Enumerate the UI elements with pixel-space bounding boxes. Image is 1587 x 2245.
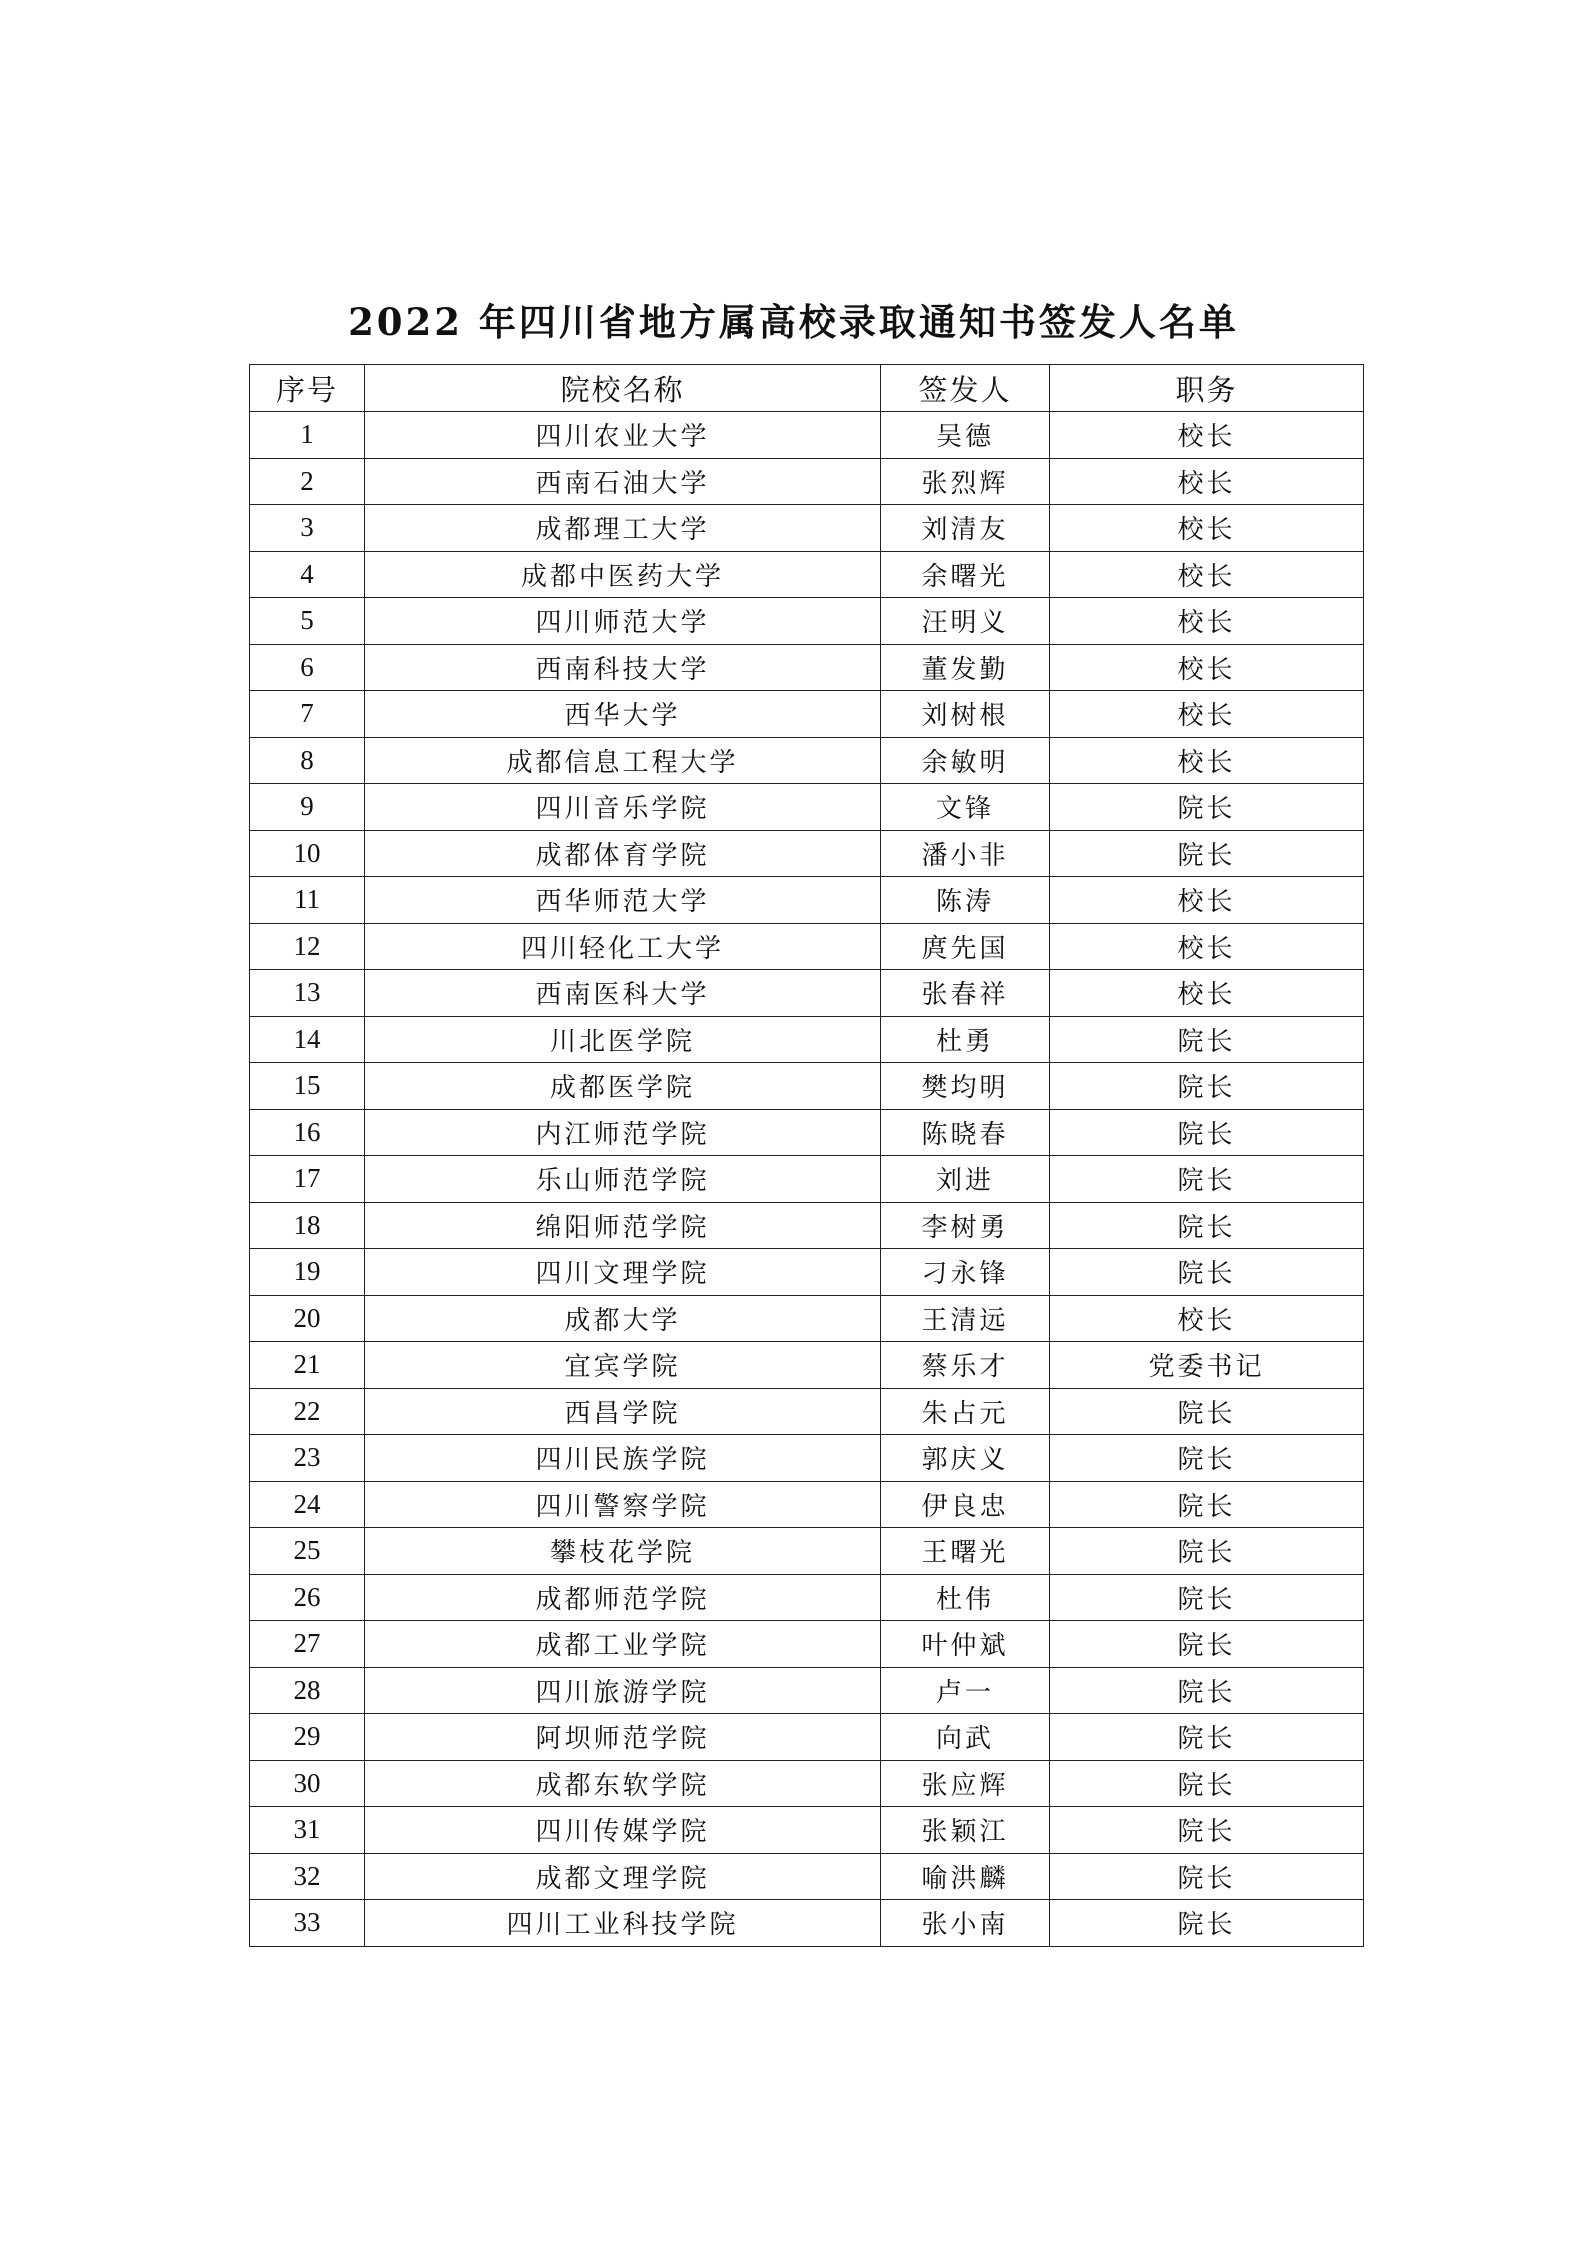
table-row bbox=[250, 1249, 1364, 1296]
cell-school: 四川旅游学院 bbox=[365, 1667, 881, 1714]
cell-position: 院长 bbox=[1050, 1202, 1364, 1249]
cell-position: 校长 bbox=[1050, 412, 1364, 459]
cell-school: 成都大学 bbox=[365, 1295, 881, 1342]
table-row bbox=[250, 505, 1364, 552]
cell-no: 26 bbox=[250, 1574, 365, 1621]
signers-table bbox=[249, 364, 1364, 1947]
table-row bbox=[250, 1295, 1364, 1342]
cell-position: 院长 bbox=[1050, 1528, 1364, 1575]
cell-no: 15 bbox=[250, 1063, 365, 1110]
cell-school: 四川警察学院 bbox=[365, 1481, 881, 1528]
cell-no: 5 bbox=[250, 598, 365, 645]
cell-school: 成都东软学院 bbox=[365, 1760, 881, 1807]
cell-position: 院长 bbox=[1050, 1249, 1364, 1296]
table-row bbox=[250, 1202, 1364, 1249]
cell-no: 32 bbox=[250, 1853, 365, 1900]
table-row bbox=[250, 737, 1364, 784]
cell-no: 14 bbox=[250, 1016, 365, 1063]
table-row bbox=[250, 1900, 1364, 1947]
cell-signer: 董发勤 bbox=[881, 644, 1050, 691]
table-row bbox=[250, 1621, 1364, 1668]
cell-signer: 樊均明 bbox=[881, 1063, 1050, 1110]
cell-no: 21 bbox=[250, 1342, 365, 1389]
table-row bbox=[250, 1667, 1364, 1714]
cell-school: 西南石油大学 bbox=[365, 458, 881, 505]
cell-position: 院长 bbox=[1050, 1667, 1364, 1714]
cell-position: 校长 bbox=[1050, 551, 1364, 598]
cell-position: 院长 bbox=[1050, 1016, 1364, 1063]
cell-signer: 张小南 bbox=[881, 1900, 1050, 1947]
cell-school: 成都中医药大学 bbox=[365, 551, 881, 598]
table-body bbox=[250, 412, 1364, 1947]
cell-school: 西华师范大学 bbox=[365, 877, 881, 924]
cell-school: 宜宾学院 bbox=[365, 1342, 881, 1389]
cell-no: 9 bbox=[250, 784, 365, 831]
cell-no: 20 bbox=[250, 1295, 365, 1342]
cell-position: 院长 bbox=[1050, 784, 1364, 831]
cell-school: 攀枝花学院 bbox=[365, 1528, 881, 1575]
cell-no: 17 bbox=[250, 1156, 365, 1203]
cell-signer: 朱占元 bbox=[881, 1388, 1050, 1435]
table-row bbox=[250, 1342, 1364, 1389]
cell-no: 7 bbox=[250, 691, 365, 738]
cell-school: 四川传媒学院 bbox=[365, 1807, 881, 1854]
cell-position: 院长 bbox=[1050, 1900, 1364, 1947]
cell-position: 院长 bbox=[1050, 1760, 1364, 1807]
cell-signer: 汪明义 bbox=[881, 598, 1050, 645]
cell-school: 四川民族学院 bbox=[365, 1435, 881, 1482]
cell-signer: 杜勇 bbox=[881, 1016, 1050, 1063]
cell-signer: 郭庆义 bbox=[881, 1435, 1050, 1482]
cell-no: 23 bbox=[250, 1435, 365, 1482]
cell-position: 校长 bbox=[1050, 505, 1364, 552]
cell-signer: 李树勇 bbox=[881, 1202, 1050, 1249]
table-row bbox=[250, 1574, 1364, 1621]
cell-no: 2 bbox=[250, 458, 365, 505]
cell-school: 成都师范学院 bbox=[365, 1574, 881, 1621]
cell-school: 四川工业科技学院 bbox=[365, 1900, 881, 1947]
table-row bbox=[250, 1388, 1364, 1435]
cell-position: 校长 bbox=[1050, 458, 1364, 505]
cell-signer: 刘进 bbox=[881, 1156, 1050, 1203]
cell-signer: 文锋 bbox=[881, 784, 1050, 831]
cell-signer: 叶仲斌 bbox=[881, 1621, 1050, 1668]
cell-no: 24 bbox=[250, 1481, 365, 1528]
table-row bbox=[250, 1109, 1364, 1156]
cell-position: 院长 bbox=[1050, 1807, 1364, 1854]
cell-position: 院长 bbox=[1050, 1109, 1364, 1156]
page-title: 2022 年四川省地方属高校录取通知书签发人名单 bbox=[348, 300, 1239, 344]
cell-signer: 吴德 bbox=[881, 412, 1050, 459]
cell-position: 校长 bbox=[1050, 970, 1364, 1017]
cell-no: 16 bbox=[250, 1109, 365, 1156]
cell-school: 西昌学院 bbox=[365, 1388, 881, 1435]
table-row bbox=[250, 1435, 1364, 1482]
table-row bbox=[250, 1714, 1364, 1761]
cell-position: 党委书记 bbox=[1050, 1342, 1364, 1389]
cell-signer: 王清远 bbox=[881, 1295, 1050, 1342]
cell-position: 校长 bbox=[1050, 691, 1364, 738]
cell-signer: 刘树根 bbox=[881, 691, 1050, 738]
cell-position: 院长 bbox=[1050, 1481, 1364, 1528]
cell-no: 3 bbox=[250, 505, 365, 552]
cell-signer: 陈晓春 bbox=[881, 1109, 1050, 1156]
table-row bbox=[250, 1481, 1364, 1528]
cell-school: 四川文理学院 bbox=[365, 1249, 881, 1296]
table-row bbox=[250, 877, 1364, 924]
column-header-school: 院校名称 bbox=[365, 365, 881, 412]
table-row bbox=[250, 784, 1364, 831]
cell-no: 19 bbox=[250, 1249, 365, 1296]
cell-school: 阿坝师范学院 bbox=[365, 1714, 881, 1761]
table-row bbox=[250, 691, 1364, 738]
cell-no: 33 bbox=[250, 1900, 365, 1947]
cell-school: 四川师范大学 bbox=[365, 598, 881, 645]
table-row bbox=[250, 1528, 1364, 1575]
cell-position: 院长 bbox=[1050, 1853, 1364, 1900]
cell-no: 11 bbox=[250, 877, 365, 924]
cell-signer: 张应辉 bbox=[881, 1760, 1050, 1807]
cell-school: 四川音乐学院 bbox=[365, 784, 881, 831]
cell-position: 院长 bbox=[1050, 1435, 1364, 1482]
cell-no: 28 bbox=[250, 1667, 365, 1714]
cell-position: 校长 bbox=[1050, 1295, 1364, 1342]
cell-signer: 张春祥 bbox=[881, 970, 1050, 1017]
table-row bbox=[250, 412, 1364, 459]
table-row bbox=[250, 1760, 1364, 1807]
cell-position: 院长 bbox=[1050, 1063, 1364, 1110]
cell-school: 内江师范学院 bbox=[365, 1109, 881, 1156]
column-header-signer: 签发人 bbox=[881, 365, 1050, 412]
table-header-row bbox=[250, 365, 1364, 412]
cell-no: 27 bbox=[250, 1621, 365, 1668]
cell-school: 绵阳师范学院 bbox=[365, 1202, 881, 1249]
table-row bbox=[250, 458, 1364, 505]
cell-no: 22 bbox=[250, 1388, 365, 1435]
cell-school: 成都体育学院 bbox=[365, 830, 881, 877]
table-row bbox=[250, 1807, 1364, 1854]
cell-signer: 刁永锋 bbox=[881, 1249, 1050, 1296]
cell-position: 院长 bbox=[1050, 1574, 1364, 1621]
cell-no: 4 bbox=[250, 551, 365, 598]
cell-school: 乐山师范学院 bbox=[365, 1156, 881, 1203]
cell-no: 12 bbox=[250, 923, 365, 970]
table-row bbox=[250, 598, 1364, 645]
cell-signer: 余曙光 bbox=[881, 551, 1050, 598]
cell-school: 四川轻化工大学 bbox=[365, 923, 881, 970]
cell-school: 西南医科大学 bbox=[365, 970, 881, 1017]
cell-no: 8 bbox=[250, 737, 365, 784]
cell-position: 校长 bbox=[1050, 737, 1364, 784]
cell-signer: 杜伟 bbox=[881, 1574, 1050, 1621]
cell-school: 川北医学院 bbox=[365, 1016, 881, 1063]
cell-no: 10 bbox=[250, 830, 365, 877]
table-row bbox=[250, 830, 1364, 877]
cell-signer: 伊良忠 bbox=[881, 1481, 1050, 1528]
cell-no: 18 bbox=[250, 1202, 365, 1249]
cell-no: 31 bbox=[250, 1807, 365, 1854]
cell-position: 院长 bbox=[1050, 1388, 1364, 1435]
cell-no: 25 bbox=[250, 1528, 365, 1575]
table-row bbox=[250, 1156, 1364, 1203]
cell-no: 1 bbox=[250, 412, 365, 459]
cell-position: 院长 bbox=[1050, 1156, 1364, 1203]
cell-signer: 张烈辉 bbox=[881, 458, 1050, 505]
cell-position: 院长 bbox=[1050, 830, 1364, 877]
table-row bbox=[250, 970, 1364, 1017]
cell-no: 6 bbox=[250, 644, 365, 691]
cell-signer: 潘小非 bbox=[881, 830, 1050, 877]
cell-position: 校长 bbox=[1050, 877, 1364, 924]
table-row bbox=[250, 1853, 1364, 1900]
cell-signer: 庹先国 bbox=[881, 923, 1050, 970]
cell-school: 成都理工大学 bbox=[365, 505, 881, 552]
cell-position: 校长 bbox=[1050, 923, 1364, 970]
cell-school: 成都医学院 bbox=[365, 1063, 881, 1110]
cell-signer: 余敏明 bbox=[881, 737, 1050, 784]
cell-school: 成都信息工程大学 bbox=[365, 737, 881, 784]
cell-signer: 王曙光 bbox=[881, 1528, 1050, 1575]
cell-position: 校长 bbox=[1050, 644, 1364, 691]
table-row bbox=[250, 551, 1364, 598]
cell-signer: 向武 bbox=[881, 1714, 1050, 1761]
cell-no: 29 bbox=[250, 1714, 365, 1761]
cell-position: 院长 bbox=[1050, 1621, 1364, 1668]
column-header-no: 序号 bbox=[250, 365, 365, 412]
cell-signer: 卢一 bbox=[881, 1667, 1050, 1714]
table-row bbox=[250, 923, 1364, 970]
cell-signer: 喻洪麟 bbox=[881, 1853, 1050, 1900]
cell-signer: 张颖江 bbox=[881, 1807, 1050, 1854]
table-row bbox=[250, 1016, 1364, 1063]
cell-no: 13 bbox=[250, 970, 365, 1017]
cell-school: 成都文理学院 bbox=[365, 1853, 881, 1900]
table-row bbox=[250, 1063, 1364, 1110]
table-row bbox=[250, 644, 1364, 691]
cell-signer: 陈涛 bbox=[881, 877, 1050, 924]
cell-school: 西华大学 bbox=[365, 691, 881, 738]
cell-school: 成都工业学院 bbox=[365, 1621, 881, 1668]
cell-school: 四川农业大学 bbox=[365, 412, 881, 459]
cell-school: 西南科技大学 bbox=[365, 644, 881, 691]
cell-signer: 刘清友 bbox=[881, 505, 1050, 552]
cell-signer: 蔡乐才 bbox=[881, 1342, 1050, 1389]
cell-position: 校长 bbox=[1050, 598, 1364, 645]
column-header-position: 职务 bbox=[1050, 365, 1364, 412]
cell-no: 30 bbox=[250, 1760, 365, 1807]
cell-position: 院长 bbox=[1050, 1714, 1364, 1761]
